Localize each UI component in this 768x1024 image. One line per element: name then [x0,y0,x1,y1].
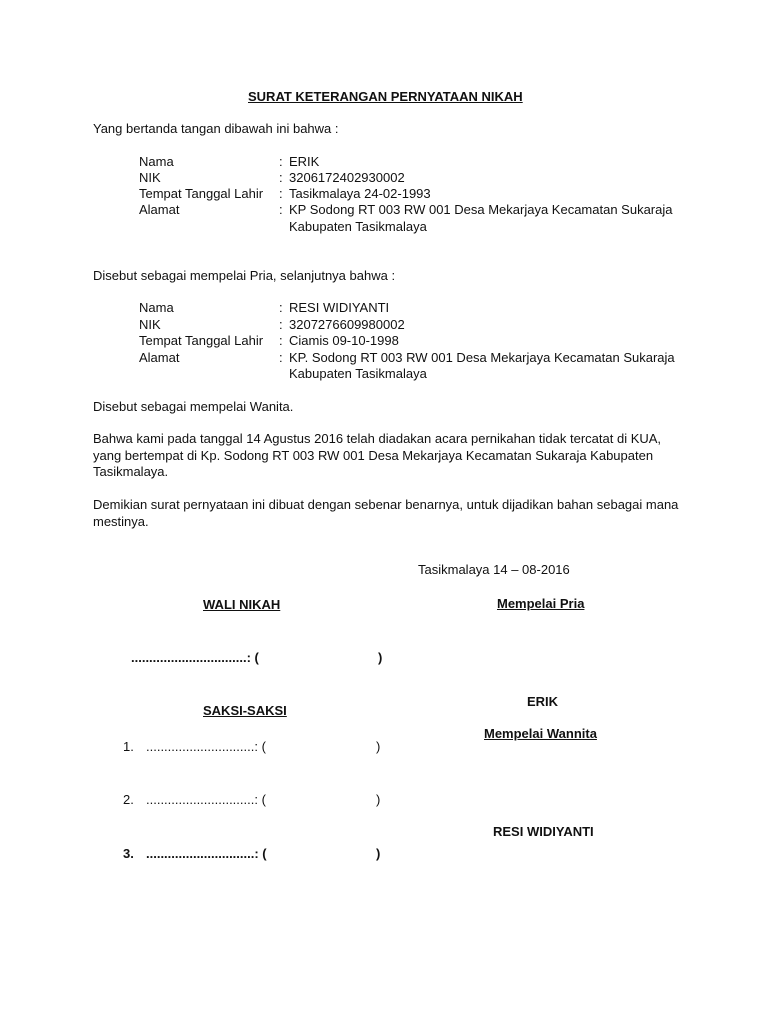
bride-colon-ttl: : [279,333,283,348]
bride-alamat-line2: Kabupaten Tasikmalaya [289,366,427,381]
groom-label-ttl: Tempat Tanggal Lahir [139,186,264,201]
mempelai-wanita-heading: Mempelai Wannita [484,726,597,741]
groom-label-nik: NIK [139,170,161,185]
saksi-signature-line: ..............................: ( [146,792,266,807]
saksi-close-paren: ) [376,846,381,861]
saksi-close-paren: ) [376,739,381,754]
saksi-signature-line: ..............................: ( [146,739,266,754]
bride-statement: Disebut sebagai mempelai Wanita. [93,399,294,414]
groom-label-nama: Nama [139,154,174,169]
groom-nama: ERIK [289,154,320,169]
bride-label-alamat: Alamat [139,350,180,365]
saksi-number: 3. [123,846,134,861]
bride-colon-alamat: : [279,350,283,365]
saksi-heading: SAKSI-SAKSI [203,703,287,718]
saksi-number: 1. [123,739,134,754]
groom-nik: 3206172402930002 [289,170,405,185]
document-title: SURAT KETERANGAN PERNYATAAN NIKAH [248,89,523,104]
bride-label-nama: Nama [139,300,174,315]
event-paragraph: Bahwa kami pada tanggal 14 Agustus 2016 telah diadakan acara pernikahan tidak tercatat di KUA, yang bertempat di Kp. Sodong RT 003 RW 001 Desa Mekarjaya Kecamatan Sukaraja Kabupaten Tasikmalaya. [93,431,662,479]
bride-label-ttl: Tempat Tanggal Lahir [139,333,264,348]
bride-colon-nik: : [279,317,283,332]
saksi-number: 2. [123,792,134,807]
intro-text: Yang bertanda tangan dibawah ini bahwa : [93,121,339,136]
mempelai-wanita-name: RESI WIDIYANTI [493,824,594,839]
bride-ttl: Ciamis 09-10-1998 [289,333,399,348]
groom-ttl: Tasikmalaya 24-02-1993 [289,186,431,201]
groom-colon-alamat: : [279,202,283,217]
bride-nik: 3207276609980002 [289,317,405,332]
groom-colon-nik: : [279,170,283,185]
saksi-close-paren: ) [376,792,381,807]
place-date: Tasikmalaya 14 – 08-2016 [418,562,570,577]
groom-alamat-line2: Kabupaten Tasikmalaya [289,219,427,234]
groom-statement: Disebut sebagai mempelai Pria, selanjutnya bahwa : [93,268,396,283]
groom-colon-ttl: : [279,186,283,201]
bride-colon-nama: : [279,300,283,315]
wali-close-paren: ) [378,650,383,665]
wali-signature-line: ................................: ( [131,650,259,665]
bride-nama: RESI WIDIYANTI [289,300,390,315]
wali-nikah-heading: WALI NIKAH [203,597,281,612]
bride-alamat-line1: KP. Sodong RT 003 RW 001 Desa Mekarjaya Kecamatan Sukaraja [289,350,675,365]
groom-alamat-line1: KP Sodong RT 003 RW 001 Desa Mekarjaya Kecamatan Sukaraja [289,202,673,217]
groom-label-alamat: Alamat [139,202,180,217]
mempelai-pria-name: ERIK [527,694,559,709]
bride-label-nik: NIK [139,317,161,332]
groom-colon-nama: : [279,154,283,169]
mempelai-pria-heading: Mempelai Pria [497,596,585,611]
saksi-signature-line: ..............................: ( [146,846,267,861]
closing-paragraph: Demikian surat pernyataan ini dibuat dengan sebenar benarnya, untuk dijadikan bahan sebagai mana mestinya. [93,497,679,529]
